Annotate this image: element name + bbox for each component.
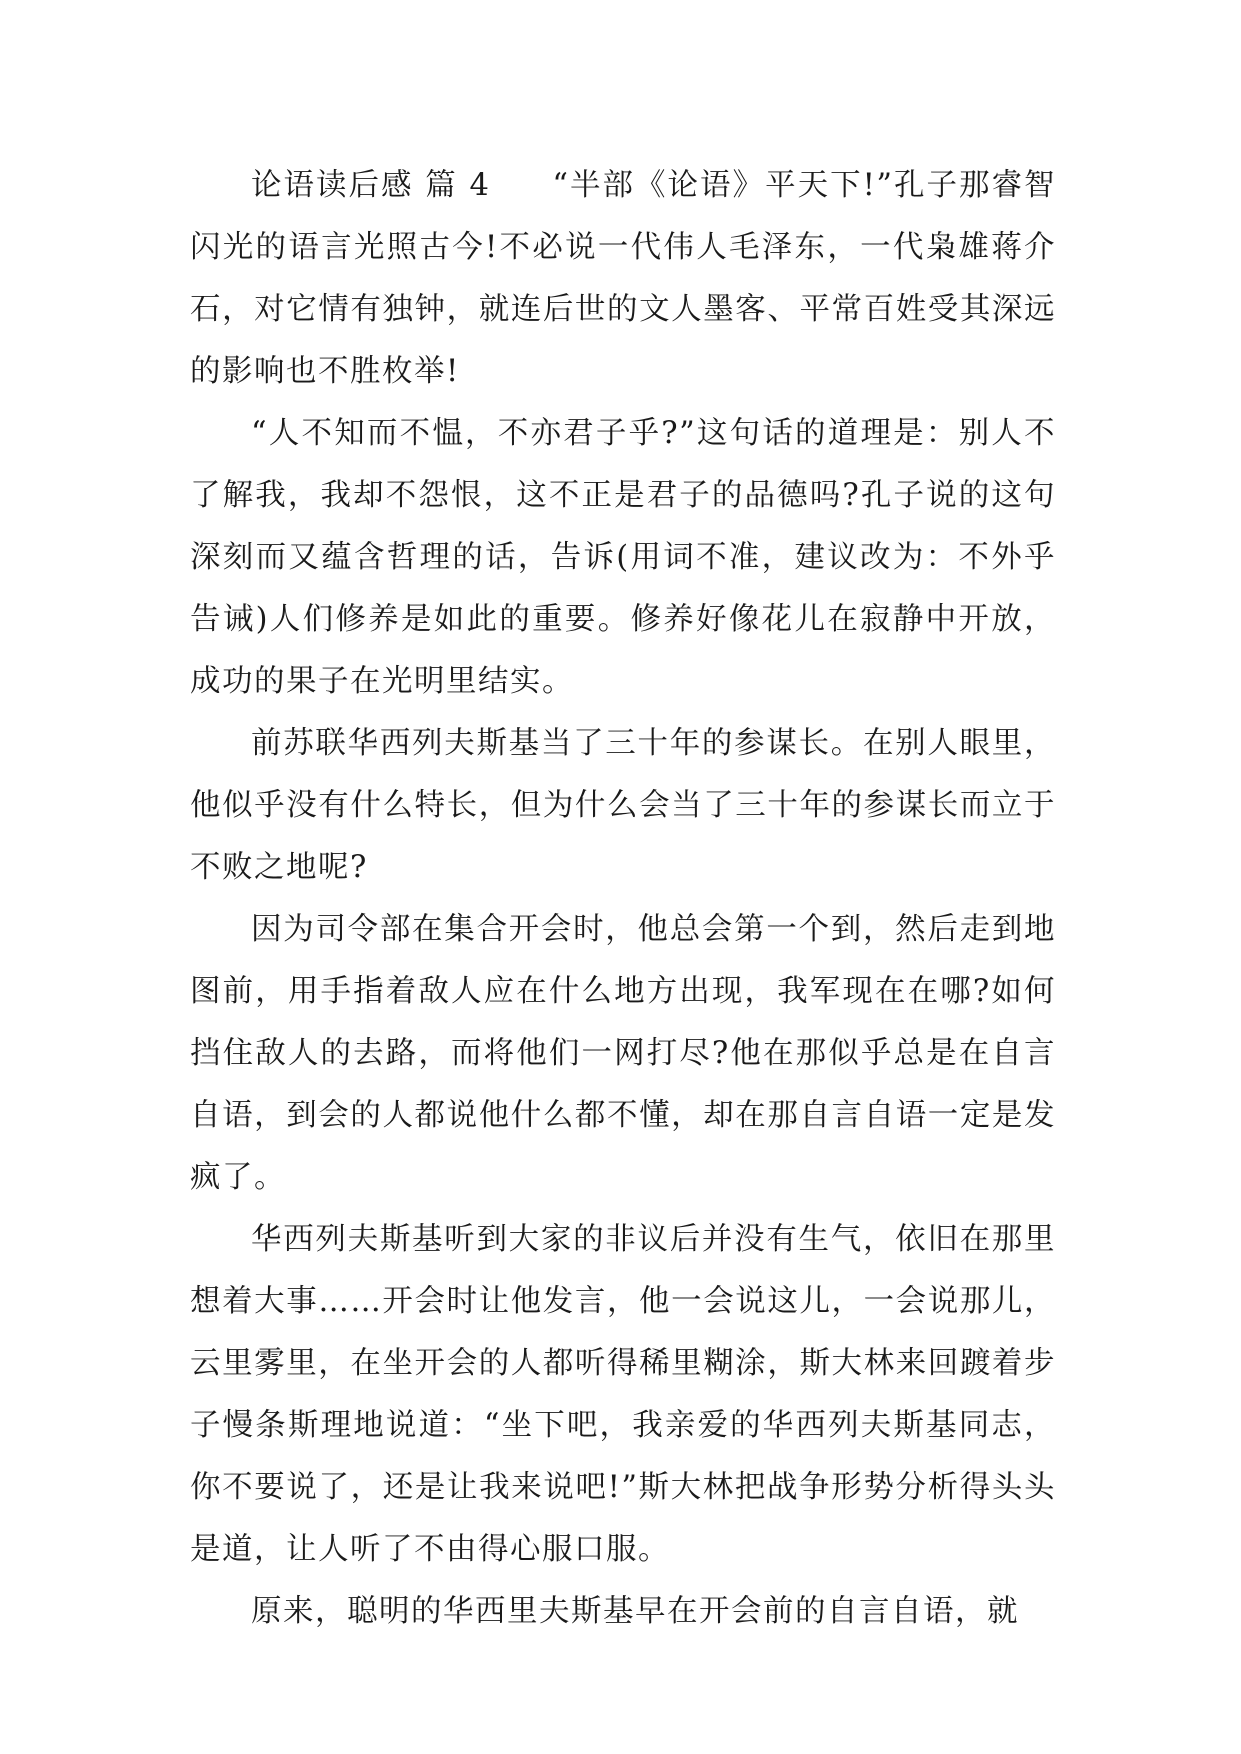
paragraph-1 — [190, 155, 1056, 403]
document-title: 论语读后感 — [251, 168, 414, 203]
paragraph-5: 华西列夫斯基听到大家的非议后并没有生气，依旧在那里想着大事……开会时让他发言，他一会说这儿，一会说那儿，云里雾里，在坐开会的人都听得稀里糊涂，斯大林来回踱着步子慢条斯理地说道：“坐下吧，我亲爱的华西列夫斯基同志，你不要说了，还是让我来说吧!”斯大林把战争形势分析得头头是道，让人听了不由得心服口服。 — [190, 1222, 1056, 1567]
paragraph-2: “人不知而不愠，不亦君子乎?”这句话的道理是：别人不了解我，我却不怨恨，这不正是君子的品德吗?孔子说的这句深刻而又蕴含哲理的话，告诉(用词不准，建议改为：不外乎告诫)人们修养是如此的重要。修养好像花儿在寂静中开放，成功的果子在光明里结实。 — [190, 416, 1056, 699]
paragraph-1-text: “半部《论语》平天下!”孔子那睿智闪光的语言光照古今!不必说一代伟人毛泽东，一代枭雄蒋介石，对它情有独钟，就连后世的文人墨客、平常百姓受其深远的影响也不胜枚举! — [190, 168, 1056, 389]
section-label: 篇 4 — [425, 168, 491, 203]
document-body — [190, 155, 1056, 1643]
paragraph-6: 原来，聪明的华西里夫斯基早在开会前的自言自语，就 — [251, 1594, 1019, 1629]
paragraph-3: 前苏联华西列夫斯基当了三十年的参谋长。在别人眼里，他似乎没有什么特长，但为什么会当了三十年的参谋长而立于不败之地呢? — [190, 726, 1056, 885]
paragraph-4: 因为司令部在集合开会时，他总会第一个到，然后走到地图前，用手指着敌人应在什么地方出现，我军现在在哪?如何挡住敌人的去路，而将他们一网打尽?他在那似乎总是在自言自语，到会的人都说他什么都不懂，却在那自言自语一定是发疯了。 — [190, 912, 1056, 1195]
